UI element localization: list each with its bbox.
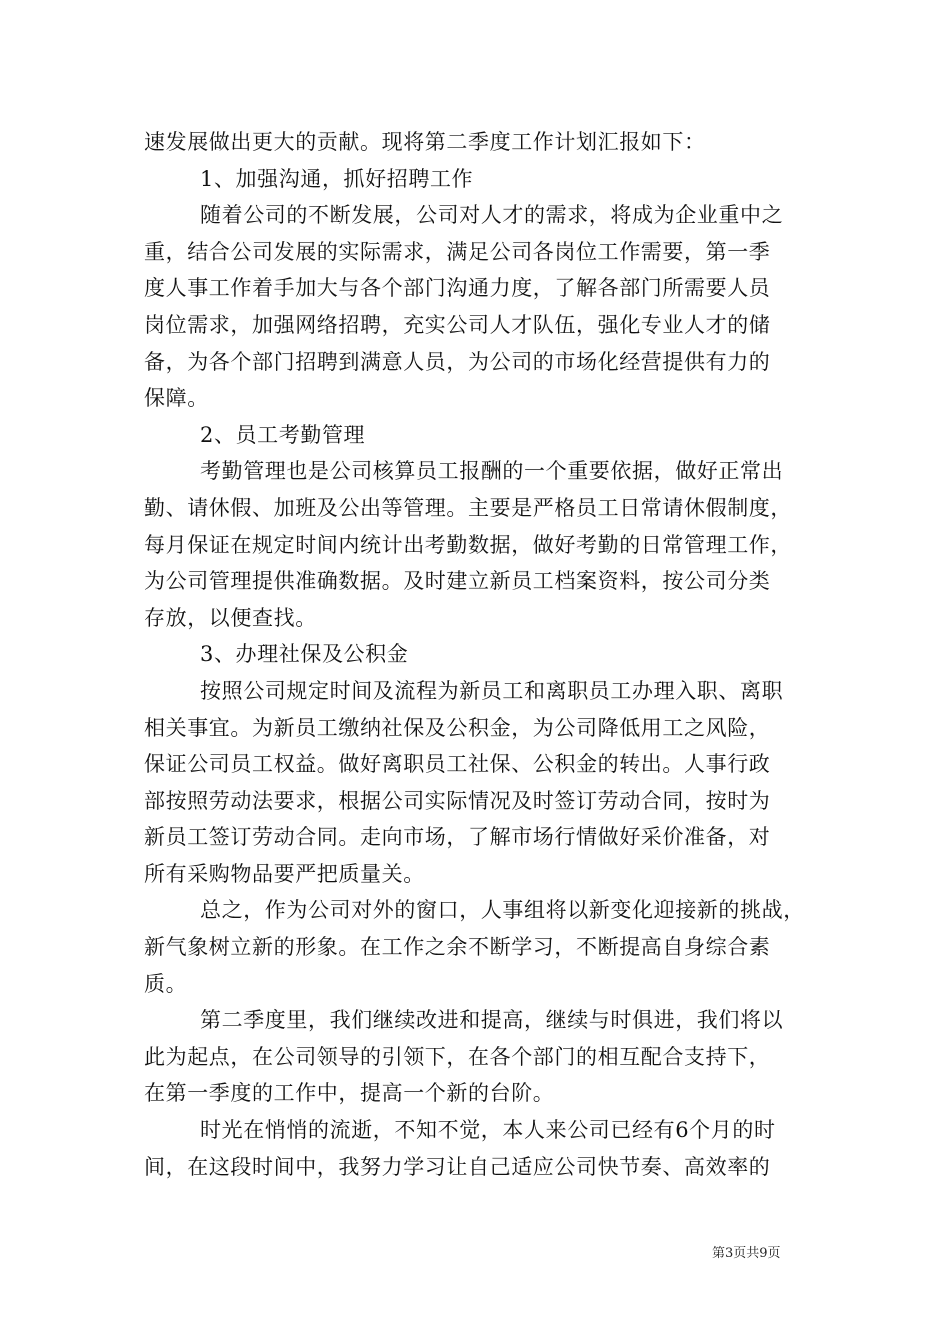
text-line: 所有采购物品要严把质量关。 bbox=[144, 861, 425, 886]
text-line: 按照公司规定时间及流程为新员工和离职员工办理入职、离职 bbox=[200, 678, 784, 703]
text-line: 速发展做出更大的贡献。现将第二季度工作计划汇报如下： bbox=[144, 130, 706, 154]
text-line: 3、办理社保及公积金 bbox=[200, 642, 409, 667]
text-line: 度人事工作着手加大与各个部门沟通力度，了解各部门所需要人员 bbox=[144, 276, 771, 301]
text-line: 保证公司员工权益。做好离职员工社保、公积金的转出。人事行政 bbox=[144, 752, 771, 777]
text-line: 随着公司的不断发展，公司对人才的需求，将成为企业重中之 bbox=[200, 203, 784, 228]
text-line: 此为起点，在公司领导的引领下，在各个部门的相互配合支持下， bbox=[144, 1044, 771, 1069]
text-line: 在第一季度的工作中，提高一个新的台阶。 bbox=[144, 1081, 555, 1106]
text-line: 每月保证在规定时间内统计出考勤数据，做好考勤的日常管理工作， bbox=[144, 532, 792, 557]
text-line: 备，为各个部门招聘到满意人员，为公司的市场化经营提供有力的 bbox=[144, 349, 771, 374]
text-line: 保障。 bbox=[144, 386, 209, 411]
text-line: 新员工签订劳动合同。走向市场，了解市场行情做好采价准备，对 bbox=[144, 825, 771, 850]
text-line: 时光在悄悄的流逝，不知不觉，本人来公司已经有6个月的时 bbox=[200, 1118, 776, 1143]
text-line: 质。 bbox=[144, 971, 188, 996]
text-line: 考勤管理也是公司核算员工报酬的一个重要依据，做好正常出 bbox=[200, 459, 784, 484]
text-line: 存放，以便查找。 bbox=[144, 605, 317, 630]
text-line: 1、加强沟通，抓好招聘工作 bbox=[200, 166, 474, 191]
text-line: 第二季度里，我们继续改进和提高，继续与时俱进，我们将以 bbox=[200, 1008, 784, 1033]
text-line: 为公司管理提供准确数据。及时建立新员工档案资料，按公司分类 bbox=[144, 569, 771, 594]
text-line: 勤、请休假、加班及公出等管理。主要是严格员工日常请休假制度， bbox=[144, 495, 792, 520]
text-line: 重，结合公司发展的实际需求，满足公司各岗位工作需要，第一季 bbox=[144, 239, 771, 264]
text-line: 相关事宜。为新员工缴纳社保及公积金，为公司降低用工之风险， bbox=[144, 715, 771, 740]
text-line: 总之，作为公司对外的窗口，人事组将以新变化迎接新的挑战， bbox=[200, 898, 805, 923]
page-footer: 第3页共9页 bbox=[712, 1246, 781, 1261]
text-line: 2、员工考勤管理 bbox=[200, 422, 366, 447]
text-line: 间，在这段时间中，我努力学习让自己适应公司快节奏、高效率的 bbox=[144, 1154, 771, 1179]
text-line: 新气象树立新的形象。在工作之余不断学习，不断提高自身综合素 bbox=[144, 935, 771, 960]
text-line: 岗位需求，加强网络招聘，充实公司人才队伍，强化专业人才的储 bbox=[144, 312, 771, 337]
document-body bbox=[144, 124, 808, 1185]
text-line: 部按照劳动法要求，根据公司实际情况及时签订劳动合同，按时为 bbox=[144, 788, 771, 813]
